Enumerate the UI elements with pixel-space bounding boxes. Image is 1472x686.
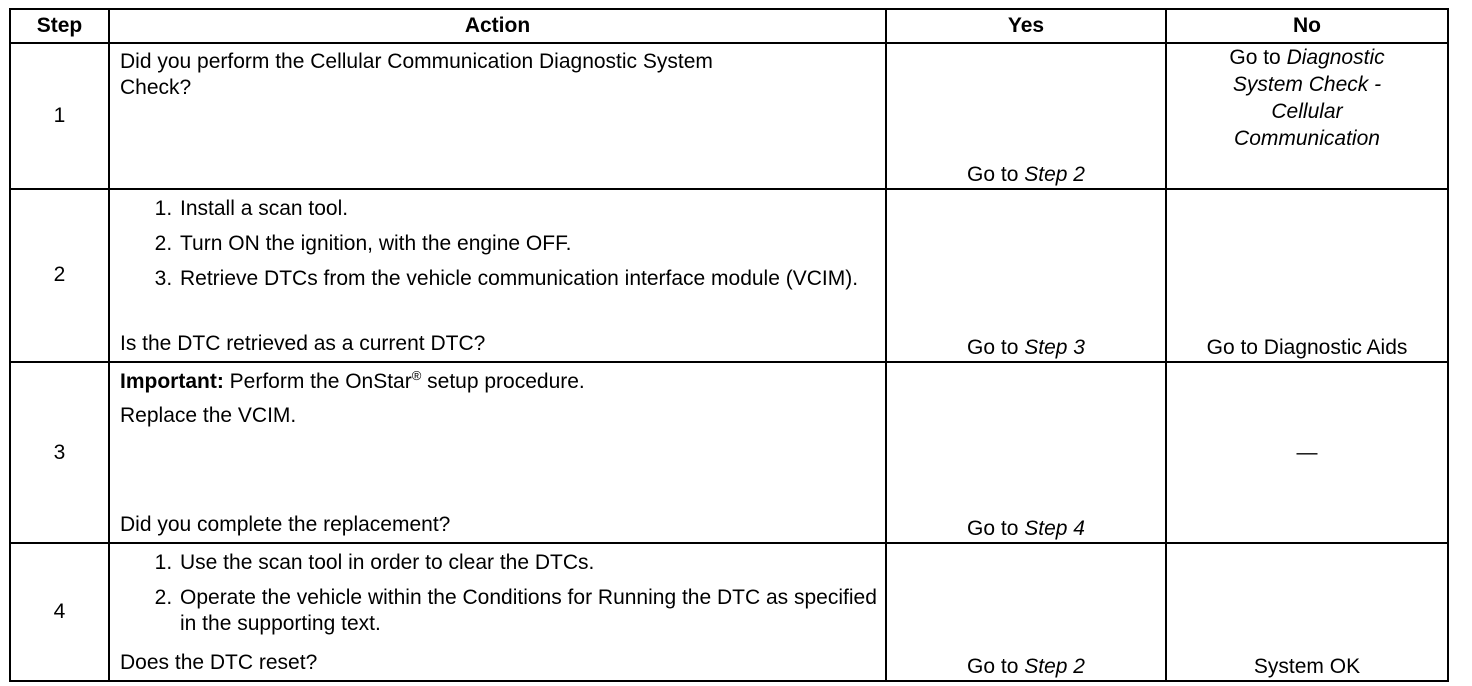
header-yes: Yes bbox=[886, 9, 1166, 43]
table-row bbox=[10, 543, 1448, 681]
list-item: 2. Turn ON the ignition, with the engine OFF. bbox=[178, 231, 878, 257]
yes-prefix: Go to bbox=[967, 517, 1025, 541]
yes-prefix: Go to bbox=[967, 162, 1025, 186]
action-steps-list bbox=[120, 196, 878, 292]
yes-cell bbox=[886, 362, 1166, 543]
action-question: Did you complete the replacement? bbox=[120, 513, 451, 537]
yes-step-link[interactable]: Step 4 bbox=[1024, 517, 1085, 541]
yes-cell bbox=[886, 543, 1166, 681]
action-cell bbox=[109, 189, 886, 362]
action-instruction: Replace the VCIM. bbox=[120, 403, 297, 427]
important-text-end: setup procedure. bbox=[421, 369, 585, 393]
table-row bbox=[10, 189, 1448, 362]
header-row bbox=[10, 9, 1448, 43]
action-question: Did you perform the Cellular Communication Diagnostic System Check? bbox=[120, 50, 713, 99]
table-row bbox=[10, 43, 1448, 189]
important-note bbox=[120, 369, 875, 395]
yes-prefix: Go to bbox=[967, 655, 1025, 678]
registered-mark: ® bbox=[411, 367, 422, 383]
action-question: Does the DTC reset? bbox=[120, 651, 318, 674]
yes-step-link[interactable]: Step 2 bbox=[1024, 655, 1085, 678]
no-cell bbox=[1166, 543, 1448, 681]
step-number: 4 bbox=[10, 543, 109, 681]
step-number: 1 bbox=[10, 43, 109, 189]
diagnostic-table bbox=[9, 8, 1449, 682]
important-text: Perform the OnStar bbox=[223, 369, 412, 393]
action-cell bbox=[109, 543, 886, 681]
header-step: Step bbox=[10, 9, 109, 43]
step-number: 2 bbox=[10, 189, 109, 362]
action-question: Is the DTC retrieved as a current DTC? bbox=[120, 331, 486, 355]
no-cell bbox=[1166, 362, 1448, 543]
yes-cell bbox=[886, 43, 1166, 189]
action-steps-list bbox=[120, 550, 898, 637]
header-action: Action bbox=[109, 9, 886, 43]
important-label: Important: bbox=[120, 369, 224, 393]
action-cell bbox=[109, 43, 886, 189]
list-item: 1. Install a scan tool. bbox=[178, 196, 878, 222]
no-dash: — bbox=[1296, 440, 1318, 464]
header-no: No bbox=[1166, 9, 1448, 43]
list-item: 3. Retrieve DTCs from the vehicle communication interface module (VCIM). bbox=[178, 266, 878, 292]
list-item: 1. Use the scan tool in order to clear the DTCs. bbox=[178, 550, 898, 576]
yes-prefix: Go to bbox=[967, 335, 1025, 359]
no-result: System OK bbox=[1253, 655, 1361, 678]
no-diagnostic-link[interactable]: Diagnostic System Check - Cellular Communication bbox=[1232, 46, 1385, 150]
no-diagnostic-aids-link[interactable]: Go to Diagnostic Aids bbox=[1206, 335, 1408, 359]
action-cell bbox=[109, 362, 886, 543]
yes-cell bbox=[886, 189, 1166, 362]
yes-step-link[interactable]: Step 2 bbox=[1024, 162, 1085, 186]
list-item: 2. Operate the vehicle within the Conditions for Running the DTC as specified in the supporting text. bbox=[178, 585, 898, 637]
step-number: 3 bbox=[10, 362, 109, 543]
table-row bbox=[10, 362, 1448, 543]
no-cell bbox=[1166, 189, 1448, 362]
yes-step-link[interactable]: Step 3 bbox=[1024, 335, 1085, 359]
no-prefix: Go to bbox=[1229, 46, 1287, 69]
no-cell bbox=[1166, 43, 1448, 189]
